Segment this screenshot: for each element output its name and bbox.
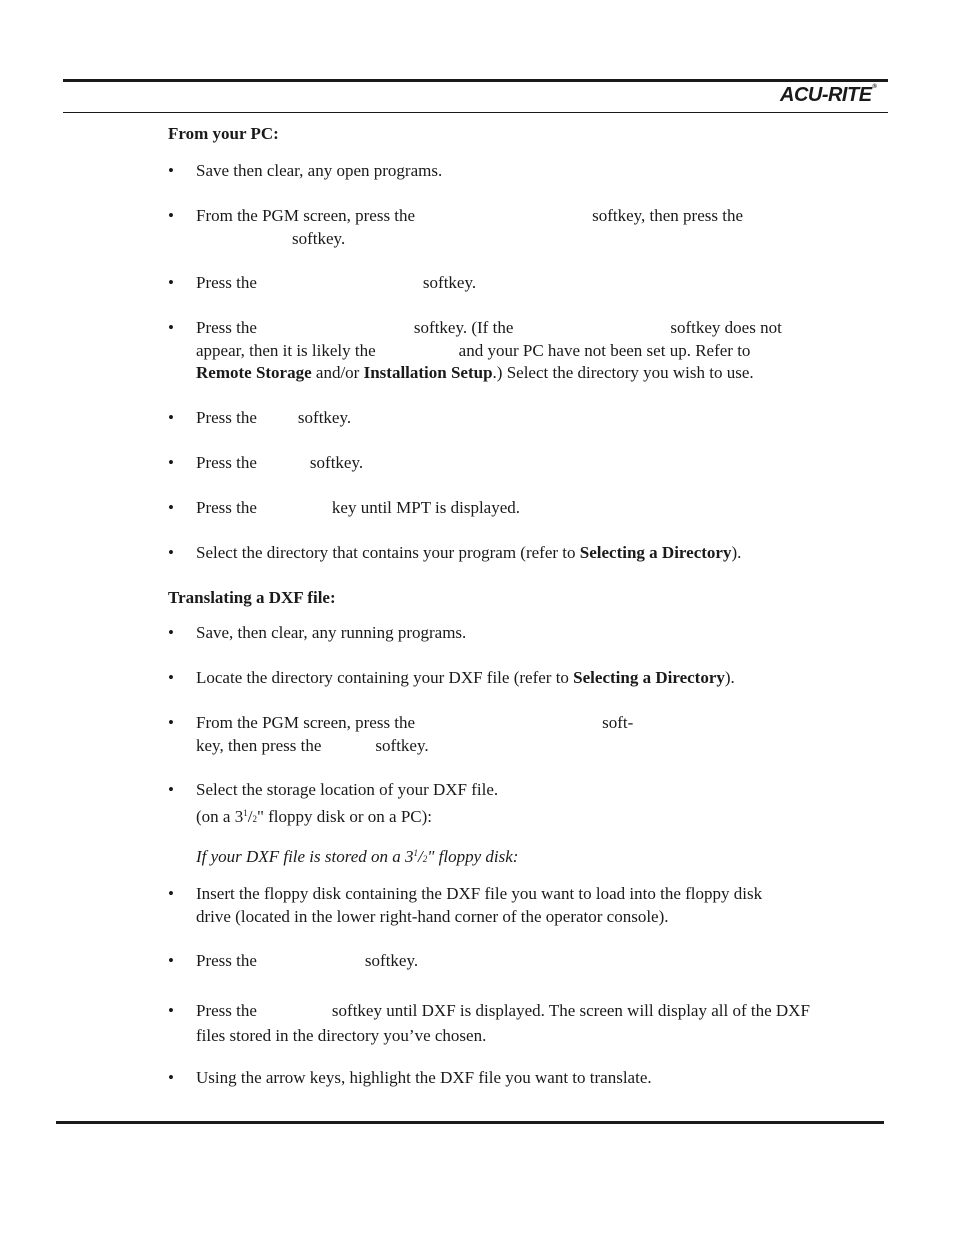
section-heading-dxf: Translating a DXF file: xyxy=(168,588,336,607)
item-text: Select the storage location of your DXF file. (on a $3^1/2$" floppy disk or on a PC): xyxy=(196,780,499,826)
section-heading-pc: From your PC: xyxy=(168,124,279,143)
bullet: • xyxy=(168,318,174,337)
list-item xyxy=(168,883,778,928)
list-item xyxy=(168,998,828,1048)
list-item xyxy=(168,1067,828,1090)
list-item xyxy=(168,205,828,250)
list-item xyxy=(168,667,828,690)
item-text: From the PGM screen, press the soft- key, then press the softkey. xyxy=(196,713,634,755)
item-text: Press the softkey. xyxy=(196,453,364,472)
item-text: Press the softkey. xyxy=(196,951,419,970)
bullet: • xyxy=(168,206,174,225)
bullet: • xyxy=(168,1001,174,1020)
registered-mark: ® xyxy=(872,84,877,90)
bullet: • xyxy=(168,884,174,903)
bullet: • xyxy=(168,713,174,732)
item-text: Select the directory that contains your program (refer to Selecting a Directory). xyxy=(196,543,742,562)
header-rule-thin xyxy=(63,112,888,113)
item-text: Press the key until MPT is displayed. xyxy=(196,498,521,517)
acu-rite-logo xyxy=(780,84,876,107)
list-item xyxy=(168,272,828,295)
list-item xyxy=(168,779,828,830)
bullet: • xyxy=(168,498,174,517)
bullet: • xyxy=(168,543,174,562)
bullet: • xyxy=(168,668,174,687)
item-text: Locate the directory containing your DXF file (refer to Selecting a Directory). xyxy=(196,668,735,687)
list-item xyxy=(168,317,828,385)
item-text: Press the softkey. xyxy=(196,273,477,292)
bullet: • xyxy=(168,273,174,292)
list-item xyxy=(168,407,828,430)
header-rule-thick xyxy=(63,79,888,82)
bullet: • xyxy=(168,408,174,427)
bullet: • xyxy=(168,453,174,472)
item-text: Press the softkey. (If the softkey does not appear, then it is likely the and your PC have not been set up. Refer to Remote Storage and/or Installation Setup.) Select the directory you wish to use. xyxy=(196,318,782,382)
item-text: Press the softkey until DXF is displayed. The screen will display all of the DXF files stored in the directory you’ve chosen. xyxy=(196,1001,810,1045)
bullet: • xyxy=(168,1068,174,1087)
italic-note: If your DXF file is stored on a $3^1/2$" floppy disk: xyxy=(196,847,519,866)
bullet: • xyxy=(168,780,174,799)
fraction-half: $^1$/2 xyxy=(413,847,428,866)
list-item xyxy=(168,712,828,757)
bullet: • xyxy=(168,161,174,180)
bullet: • xyxy=(168,623,174,642)
footer-rule xyxy=(56,1121,884,1124)
list-item xyxy=(168,160,828,183)
list-item xyxy=(168,542,828,565)
list-item xyxy=(168,950,828,973)
list-item xyxy=(168,452,828,475)
item-text: Save then clear, any open programs. xyxy=(196,161,443,180)
item-text: From the PGM screen, press the softkey, then press the softkey. xyxy=(196,206,743,248)
list-item xyxy=(168,497,828,520)
bullet: • xyxy=(168,951,174,970)
list-item xyxy=(168,622,828,645)
item-text: Using the arrow keys, highlight the DXF file you want to translate. xyxy=(196,1068,652,1087)
item-text: Press the softkey. xyxy=(196,408,352,427)
brand-name: ACU-RITE xyxy=(780,84,872,106)
item-text: Insert the floppy disk containing the DXF file you want to load into the floppy disk drive (located in the lower right-hand corner of the operator console). xyxy=(196,884,763,926)
item-text: Save, then clear, any running programs. xyxy=(196,623,467,642)
fraction-half: $^1$/2 xyxy=(243,806,257,826)
